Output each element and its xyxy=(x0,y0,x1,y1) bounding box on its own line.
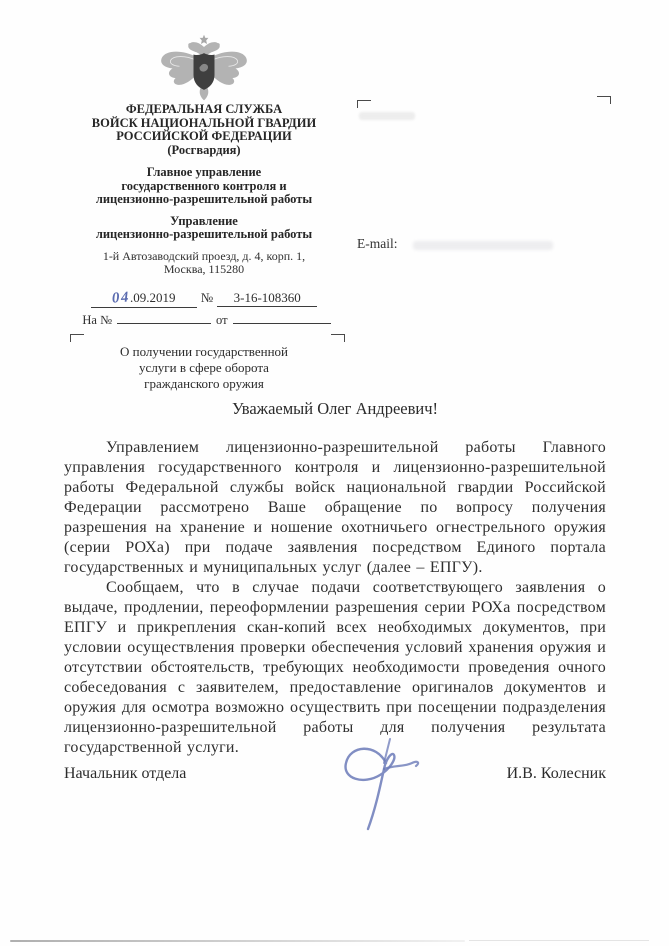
postal-address-line1: 1-й Автозаводский проезд, д. 4, корп. 1, xyxy=(102,248,306,263)
redacted-email-value xyxy=(413,241,553,250)
ref-label-ot: от xyxy=(216,312,228,327)
department-sub xyxy=(58,215,350,242)
department-main xyxy=(58,166,350,207)
department-main-line1: Главное управление xyxy=(146,165,262,179)
scan-artifact-bottom-right xyxy=(469,940,649,941)
scan-artifact-bottom-left xyxy=(10,940,465,942)
doc-number: 3-16-108360 xyxy=(217,290,317,307)
department-sub-line1: Управление xyxy=(170,213,238,228)
signer-name: И.В. Колесник xyxy=(506,765,606,782)
signer-position: Начальник отдела xyxy=(64,765,187,782)
number-sign: № xyxy=(200,289,214,305)
subject-line1: О получении государственной xyxy=(120,343,288,359)
postal-address xyxy=(58,250,350,277)
date-and-number-row xyxy=(58,290,350,308)
org-short-name: (Росгвардия) xyxy=(167,142,241,157)
date-printed: .09.2019 xyxy=(130,289,176,305)
org-name-line2: ВОЙСК НАЦИОНАЛЬНОЙ ГВАРДИИ xyxy=(91,115,317,130)
ref-date-blank xyxy=(233,323,331,324)
corner-mark-recipient-right xyxy=(597,96,611,104)
letterhead xyxy=(58,33,350,392)
paragraph-2: Сообщаем, что в случае подачи соответствующего заявления о выдаче, продлении, переоформлении разрешения серии РОХа посредством ЕПГУ и прикрепления скан-копий всех необходимых документов, при условии осуществления проверки обеспечения условий хранения оружия и отсутствии обстоятельств, требующих необходимости проведения очного собеседования с заявителем, предоставление оригиналов документов и оружия для осмотра возможно осуществить при посещении подразделения лицензионно-разрешительной работы для получения результата государственной услуги. xyxy=(64,579,606,756)
redacted-recipient-name xyxy=(359,112,415,120)
handwritten-day: 04 xyxy=(111,288,131,307)
recipient-zone xyxy=(355,96,611,266)
date-field xyxy=(91,290,197,308)
subject-line2: услуги в сфере оборота xyxy=(139,359,269,375)
subject-line3: гражданского оружия xyxy=(144,375,264,391)
reference-row xyxy=(58,313,350,328)
corner-mark-subject-right xyxy=(331,334,345,342)
paragraph-1: Управлением лицензионно-разрешительной работы Главного управления государственного контроля и лицензионно-разрешительной работы Федеральной службы войск национальной гвардии Российской Федерации рассмотрено Ваше обращение по вопросу получения разрешения на хранение и ношение охотничьего огнестрельного оружия (серии РОХа) при подаче заявления посредством Единого портала государственных и муниципальных услуг (далее – ЕПГУ). xyxy=(64,439,606,576)
corner-mark-subject-left xyxy=(70,334,84,342)
department-sub-line2: лицензионно-разрешительной работы xyxy=(95,227,313,241)
ref-label-na: На № xyxy=(82,312,113,327)
subject-zone xyxy=(58,334,350,392)
rosgvardia-eagle-emblem-icon xyxy=(154,33,254,103)
letter-body xyxy=(64,399,606,758)
org-name xyxy=(58,103,350,157)
handwritten-signature-icon xyxy=(328,733,448,835)
org-name-line3: РОССИЙСКОЙ ФЕДЕРАЦИИ xyxy=(116,129,292,143)
email-label: E-mail: xyxy=(357,236,398,251)
department-main-line3: лицензионно-разрешительной работы xyxy=(95,192,313,206)
ref-number-blank xyxy=(117,323,211,324)
postal-address-line2: Москва, 115280 xyxy=(163,262,245,276)
salutation: Уважаемый Олег Андреевич! xyxy=(231,399,439,418)
subject xyxy=(58,344,350,392)
department-main-line2: государственного контроля и xyxy=(121,178,287,193)
org-name-line1: ФЕДЕРАЛЬНАЯ СЛУЖБА xyxy=(125,102,283,116)
corner-mark-recipient-left xyxy=(357,100,371,108)
